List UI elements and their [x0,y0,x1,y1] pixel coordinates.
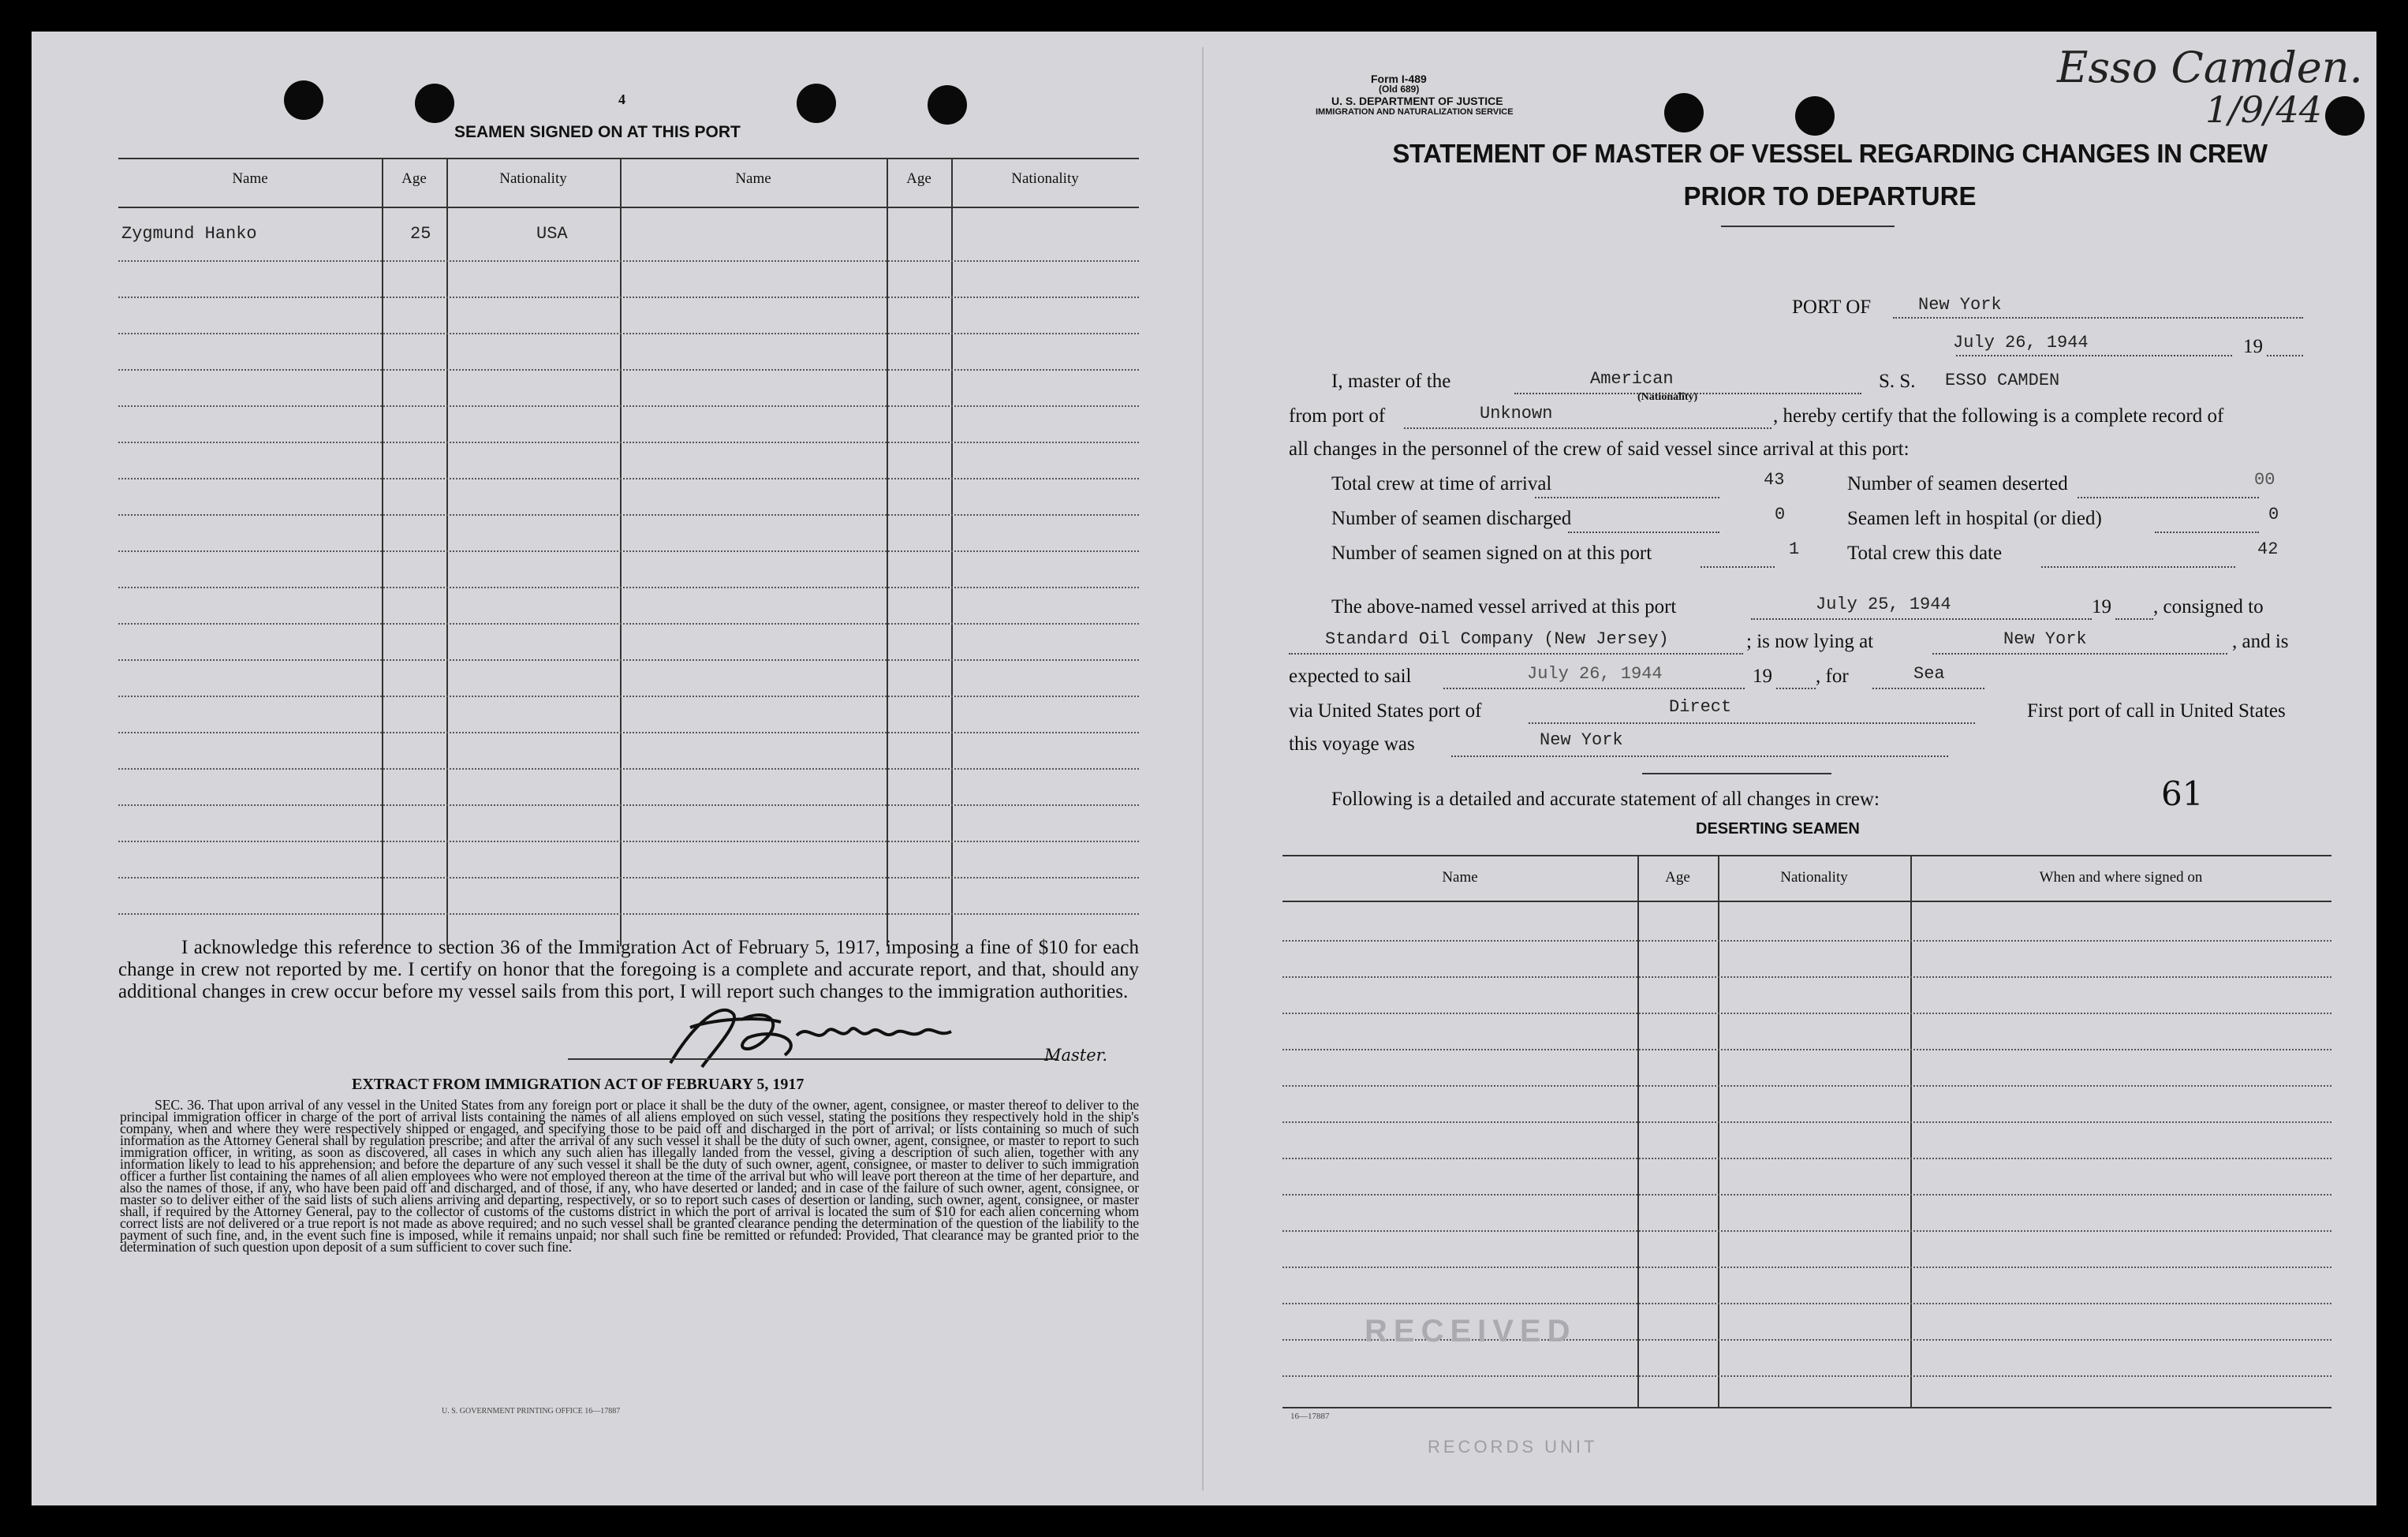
following-number: 61 [2161,774,2204,813]
section-rule [1642,773,1831,774]
ss-value: ESSO CAMDEN [1945,371,2060,390]
for-label: , for [1816,666,1849,687]
col-nationality: Nationality [499,170,567,187]
arrived-year-line [2115,599,2153,620]
service: IMMIGRATION AND NATURALIZATION SERVICE [1316,107,1514,117]
hospital-label: Seamen left in hospital (or died) [1847,508,2102,529]
all-changes-text: all changes in the personnel of the crew of said vessel since arrival at this port: [1289,438,1910,460]
lying-value: New York [2003,629,2087,649]
col-age-2: Age [906,170,931,187]
stat-dots [2041,547,2235,568]
via-line [1529,703,1975,724]
certify-text: , hereby certify that the following is a complete record of [1773,405,2224,427]
year-line [2267,336,2303,356]
master-label: Master. [1044,1046,1108,1065]
nationality-value: American [1590,369,1674,389]
discharged-value: 0 [1775,505,1786,524]
stat-dots [1535,478,1719,498]
page-number: 4 [618,91,625,107]
form-code: 16—17887 [1290,1412,1330,1421]
hospital-value: 0 [2268,505,2279,524]
printer-line: U. S. GOVERNMENT PRINTING OFFICE 16—17887 [442,1407,621,1416]
first-port-label: First port of call in United States [2027,700,2286,722]
title-rule [1721,226,1895,227]
desert-col-nationality: Nationality [1780,869,1848,886]
col-age: Age [401,170,427,187]
voyage-line [1451,737,1948,757]
department: U. S. DEPARTMENT OF JUSTICE [1331,95,1503,107]
punch-hole [1664,93,1704,132]
total-crew-date-value: 42 [2257,539,2279,559]
via-label: via United States port of [1289,700,1482,722]
from-port-label: from port of [1289,405,1386,427]
col-name: Name [232,170,268,187]
punch-hole [797,84,836,123]
lying-label: ; is now lying at [1746,631,1874,652]
voyage-label: this voyage was [1289,733,1415,755]
following-text: Following is a detailed and accurate statement of all changes in crew: [1331,789,1880,810]
voyage-value: New York [1540,730,1623,750]
signature-line [568,1058,1057,1060]
for-value: Sea [1913,664,1945,684]
received-stamp: RECEIVED [1365,1314,1577,1349]
date-value: July 26, 1944 [1953,333,2089,353]
deserted-value: 00 [2254,470,2275,490]
expected-year-line [1776,669,1816,689]
col-nationality-2: Nationality [1011,170,1079,187]
desert-col-name: Name [1442,869,1478,886]
master-of-label: I, master of the [1331,371,1451,392]
stat-dots [2078,478,2259,498]
statement-title: STATEMENT OF MASTER OF VESSEL REGARDING CHANGES IN CREW [1392,139,2268,168]
stat-dots [1568,513,1719,533]
signed-on-value: 1 [1789,539,1800,559]
signed-on-title: SEAMEN SIGNED ON AT THIS PORT [454,123,741,141]
from-port-line [1404,407,1771,429]
from-port-value: Unknown [1480,404,1553,423]
total-crew-date-label: Total crew this date [1847,543,2003,564]
form-old-number: (Old 689) [1379,84,1420,95]
statement-subtitle: PRIOR TO DEPARTURE [1683,181,1977,211]
handwritten-annotation: Esso Camden. [2057,43,2363,92]
stat-dots [1701,547,1775,568]
deserted-label: Number of seamen deserted [1847,473,2068,494]
table-row [118,224,1139,248]
ss-label: S. S. [1879,371,1916,392]
punch-hole [1795,96,1835,136]
and-is: , and is [2232,631,2289,652]
handwritten-number: 1/9/44 [2205,88,2323,131]
discharged-label: Number of seamen discharged [1331,508,1572,529]
signed-on-label: Number of seamen signed on at this port [1331,543,1652,564]
document-sheet [32,32,2376,1505]
form-number: Form I-489 [1371,73,1427,85]
total-crew-arrival-value: 43 [1764,470,1785,490]
seaman-name: Zygmund Hanko [121,224,257,244]
consigned-label: , consigned to [2153,596,2264,617]
acknowledgement-text: I acknowledge this reference to section 36 of the Immigration Act of February 5, 1917, imposing a fine of $10 for each change in crew not reported by me. I certify on honor that the foregoing is a complete and accurate report, and that, should any additional changes in crew occur before my vessel sails from this port, I will report such changes to the immigration authorities. [118,937,1139,1002]
master-signature [647,992,978,1079]
expected-label: expected to sail [1289,666,1412,687]
extract-title: EXTRACT FROM IMMIGRATION ACT OF FEBRUARY 5, 1917 [352,1076,805,1093]
stat-dots [2155,513,2259,533]
desert-col-signed-on: When and where signed on [2039,869,2203,886]
desert-col-age: Age [1665,869,1690,886]
punch-hole [928,85,967,125]
port-value: New York [1918,295,2002,315]
consignee-value: Standard Oil Company (New Jersey) [1325,629,1669,649]
page-fold [1202,47,1204,1490]
seaman-nationality: USA [536,224,568,244]
total-crew-arrival-label: Total crew at time of arrival [1331,473,1552,494]
arrived-label: The above-named vessel arrived at this port [1331,596,1677,617]
punch-hole [2325,96,2365,136]
nationality-caption: (Nationality) [1637,391,1698,403]
arrived-value: July 25, 1944 [1816,595,1951,614]
extract-text: SEC. 36. That upon arrival of any vessel in the United States from any foreign port or place it shall be the duty of the owner, agent, consignee, or master thereof to deliver to the principal immigration officer in charge of the port of arrival lists containing the names of all aliens employed on such vessel, stating the positions they respectively hold in the ship's company, when and where they were respectively shipped or engaged, and specifying those to be paid off and discharged in the port of arrival; or lists containing so much of such information as the Attorney General shall by regulation prescribe; and after the arrival of any such vessel it shall be the duty of such owner, agent, consignee, or master to report to such immigration officer, in writing, as soon as discovered, all cases in which any such alien has illegally landed from the vessel, giving a description of such alien, together with any information likely to lead to his apprehension; and before the departure of any such vessel it shall be the duty of such owner, agent, consignee, or master to deliver to such immigration officer a further list containing the names of all alien employees who were not employed thereon at the time of the arrival but who will leave port thereon at the time of her departure, and also the names of those, if any, who have been paid off and discharged, and of those, if any, who have deserted or landed; and in case of the failure of such owner, agent, consignee, or master so to deliver either of the said lists of such aliens arriving and departing, respectively, or so to report such cases of desertion or landing, such owner, agent, consignee, or master shall, if required by the Attorney General, pay to the collector of customs of the customs district in which the port of arrival is located the sum of $10 for each alien concerning whom correct lists are not delivered or a true report is not made as above required; and no such vessel shall be granted clearance pending the determination of the question of the liability to the payment of such fine, and, in the event such fine is imposed, while it remains unpaid; nor shall such fine be remitted or refunded: Provided, That clearance may be granted prior to the determination of such question upon deposit of a sum sufficient to cover such fine. [120,1097,1139,1255]
records-unit-stamp: RECORDS UNIT [1428,1437,1598,1457]
year-prefix: 19 [2243,336,2263,357]
port-label: PORT OF [1792,297,1872,318]
col-name-2: Name [735,170,771,187]
seaman-age: 25 [410,224,431,244]
punch-hole [284,80,323,120]
expected-year: 19 [1753,666,1772,687]
arrived-year: 19 [2092,596,2111,617]
punch-hole [415,84,454,123]
expected-value: July 26, 1944 [1527,664,1663,684]
via-value: Direct [1669,697,1732,717]
deserting-title: DESERTING SEAMEN [1696,820,1860,838]
